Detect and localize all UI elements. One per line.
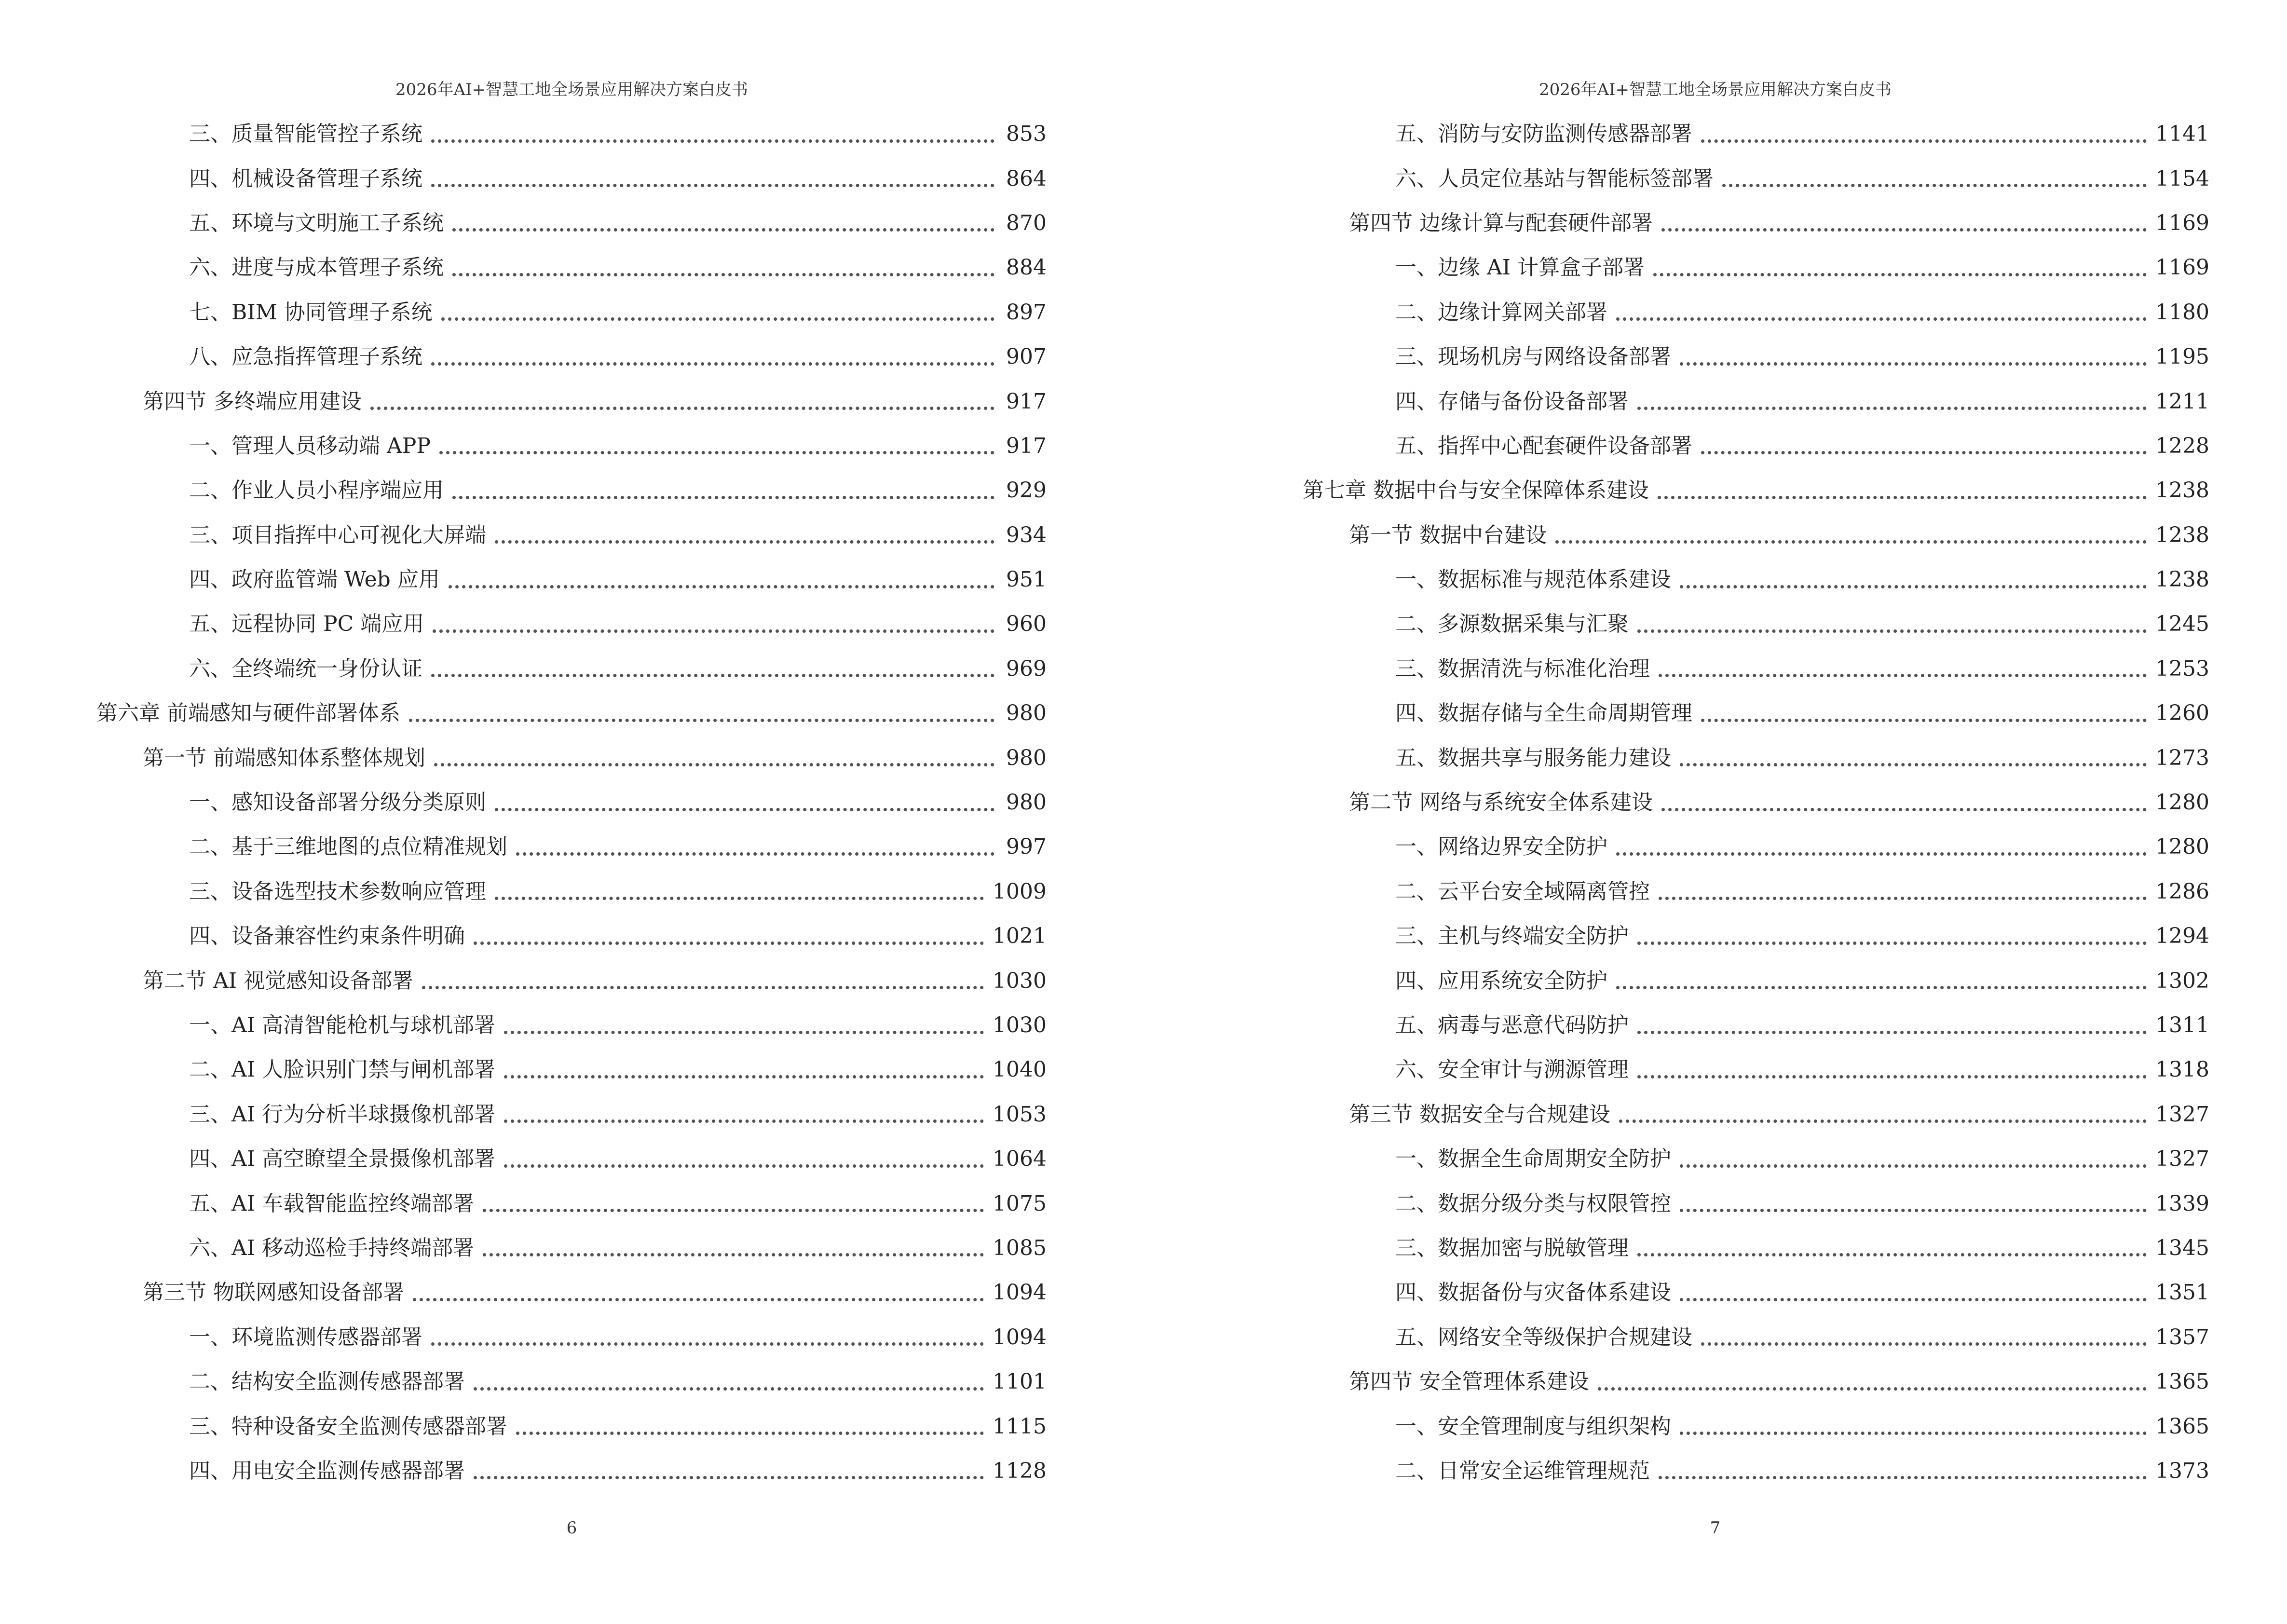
dot-leader: [1701, 1342, 2147, 1346]
toc-entry-page: 1009: [993, 879, 1047, 904]
toc-entry-title: 四、机械设备管理子系统: [189, 166, 422, 191]
toc-entry-title: 三、AI 行为分析半球摄像机部署: [189, 1102, 496, 1127]
toc-entry-title: 一、AI 高清智能枪机与球机部署: [189, 1013, 496, 1037]
toc-entry-page: 929: [1006, 478, 1047, 503]
page-number: 7: [1710, 1518, 1721, 1538]
toc-entry-title: 六、全终端统一身份认证: [189, 656, 422, 681]
dot-leader: [431, 362, 994, 366]
toc-item[interactable]: [96, 558, 1047, 602]
toc-entry-page: 1253: [2155, 656, 2209, 681]
toc-entry-page: 1169: [2155, 210, 2209, 235]
toc-entry-title: 六、进度与成本管理子系统: [189, 255, 444, 280]
toc-item[interactable]: [96, 156, 1047, 201]
toc-entry-page: 917: [1006, 433, 1047, 458]
dot-leader: [1637, 1031, 2147, 1034]
toc-item[interactable]: [1303, 736, 2209, 780]
toc-entry-title: 第二节 AI 视觉感知设备部署: [143, 968, 414, 993]
toc-entry-page: 1365: [2155, 1414, 2209, 1439]
toc-list: [1303, 112, 2209, 1493]
dot-leader: [1616, 852, 2147, 856]
toc-entry-page: 934: [1006, 522, 1047, 547]
toc-entry-page: 1273: [2155, 745, 2209, 770]
toc-item[interactable]: [96, 335, 1047, 379]
toc-entry-title: 二、数据分级分类与权限管控: [1395, 1191, 1671, 1216]
toc-entry-title: 四、存储与备份设备部署: [1395, 389, 1629, 414]
toc-entry-page: 1302: [2155, 968, 2209, 993]
dot-leader: [1680, 1209, 2147, 1212]
dot-leader: [1680, 1298, 2147, 1301]
toc-entry-title: 五、数据共享与服务能力建设: [1395, 745, 1671, 770]
dot-leader: [1701, 451, 2147, 454]
dot-leader: [1701, 719, 2147, 722]
toc-page-right: [1144, 0, 2287, 1624]
dot-leader: [431, 674, 994, 677]
dot-leader: [516, 852, 994, 856]
dot-leader: [1619, 1119, 2147, 1123]
toc-entry-page: 1085: [993, 1235, 1047, 1260]
running-header: 2026年AI+智慧工地全场景应用解决方案白皮书: [1539, 80, 1892, 99]
toc-item[interactable]: [1303, 1226, 2209, 1270]
toc-section[interactable]: [1303, 780, 2209, 825]
toc-entry-title: 一、环境监测传感器部署: [189, 1324, 422, 1350]
toc-entry-page: 1169: [2155, 255, 2209, 280]
toc-entry-title: 四、政府监管端 Web 应用: [189, 567, 440, 592]
toc-section[interactable]: [1303, 201, 2209, 246]
toc-item[interactable]: [1303, 1003, 2209, 1048]
toc-entry-page: 1238: [2155, 478, 2209, 503]
toc-entry-title: 七、BIM 协同管理子系统: [189, 300, 433, 325]
toc-entry-title: 三、特种设备安全监测传感器部署: [189, 1414, 507, 1439]
toc-item[interactable]: [96, 647, 1047, 691]
toc-entry-title: 二、日常安全运维管理规范: [1395, 1458, 1650, 1483]
dot-leader: [1653, 273, 2147, 276]
toc-entry-page: 864: [1006, 166, 1047, 191]
toc-entry-page: 980: [1006, 790, 1047, 815]
toc-entry-title: 六、安全审计与溯源管理: [1395, 1057, 1629, 1082]
toc-item[interactable]: [96, 1315, 1047, 1360]
toc-entry-title: 一、感知设备部署分级分类原则: [189, 790, 486, 815]
toc-item[interactable]: [96, 1226, 1047, 1270]
toc-entry-page: 1327: [2155, 1102, 2209, 1127]
toc-list: [96, 112, 1047, 1493]
dot-leader: [422, 986, 984, 989]
dot-leader: [1598, 1387, 2147, 1391]
toc-entry-page: 1365: [2155, 1369, 2209, 1394]
toc-section[interactable]: [1303, 1092, 2209, 1137]
toc-entry-page: 1075: [993, 1191, 1047, 1216]
toc-entry-title: 四、数据存储与全生命周期管理: [1395, 701, 1692, 726]
dot-leader: [1637, 629, 2147, 633]
toc-entry-title: 四、应用系统安全防护: [1395, 968, 1607, 993]
toc-item[interactable]: [1303, 1181, 2209, 1226]
toc-item[interactable]: [1303, 602, 2209, 646]
toc-entry-title: 三、设备选型技术参数响应管理: [189, 879, 486, 904]
toc-entry-title: 第一节 数据中台建设: [1349, 522, 1547, 547]
dot-leader: [433, 629, 994, 633]
toc-entry-title: 二、云平台安全域隔离管控: [1395, 879, 1650, 904]
toc-entry-title: 第四节 安全管理体系建设: [1349, 1369, 1589, 1394]
toc-item[interactable]: [1303, 691, 2209, 736]
dot-leader: [1637, 1075, 2147, 1078]
toc-item[interactable]: [96, 825, 1047, 869]
toc-entry-title: 三、主机与终端安全防护: [1395, 924, 1629, 949]
toc-entry-page: 907: [1006, 344, 1047, 369]
toc-item[interactable]: [1303, 335, 2209, 379]
toc-entry-title: 一、数据标准与规范体系建设: [1395, 567, 1671, 592]
dot-leader: [1701, 139, 2147, 143]
toc-entry-title: 五、AI 车载智能监控终端部署: [189, 1191, 475, 1216]
dot-leader: [1658, 496, 2147, 499]
toc-entry-title: 三、数据清洗与标准化治理: [1395, 656, 1650, 681]
dot-leader: [1680, 763, 2147, 766]
toc-entry-title: 一、网络边界安全防护: [1395, 834, 1607, 860]
dot-leader: [474, 1476, 984, 1479]
toc-item[interactable]: [96, 1048, 1047, 1092]
dot-leader: [1637, 407, 2147, 410]
dot-leader: [504, 1119, 984, 1123]
toc-item[interactable]: [96, 1449, 1047, 1493]
toc-entry-title: 第四节 多终端应用建设: [143, 389, 362, 414]
dot-leader: [431, 139, 994, 143]
toc-entry-title: 五、病毒与恶意代码防护: [1395, 1013, 1629, 1037]
toc-item[interactable]: [1303, 1449, 2209, 1493]
dot-leader: [1680, 1164, 2147, 1168]
toc-entry-title: 第一节 前端感知体系整体规划: [143, 745, 425, 770]
toc-entry-title: 第三节 物联网感知设备部署: [143, 1280, 404, 1305]
toc-entry-page: 1339: [2155, 1191, 2209, 1216]
toc-entry-title: 四、数据备份与灾备体系建设: [1395, 1280, 1671, 1305]
toc-entry-title: 二、AI 人脸识别门禁与闸机部署: [189, 1057, 496, 1082]
toc-item[interactable]: [96, 246, 1047, 290]
toc-entry-page: 1115: [993, 1414, 1047, 1439]
toc-item[interactable]: [1303, 1404, 2209, 1448]
toc-entry-title: 六、AI 移动巡检手持终端部署: [189, 1235, 475, 1260]
toc-entry-page: 1211: [2155, 389, 2209, 414]
dot-leader: [1661, 228, 2147, 232]
toc-item[interactable]: [96, 1181, 1047, 1226]
dot-leader: [452, 228, 994, 232]
dot-leader: [452, 496, 994, 499]
toc-entry-page: 1345: [2155, 1235, 2209, 1260]
toc-entry-page: 1040: [993, 1057, 1047, 1082]
dot-leader: [474, 1387, 984, 1391]
toc-item[interactable]: [1303, 156, 2209, 201]
toc-entry-page: 1094: [993, 1280, 1047, 1305]
toc-entry-page: 1128: [993, 1458, 1047, 1483]
toc-item[interactable]: [96, 1404, 1047, 1448]
toc-item[interactable]: [96, 112, 1047, 156]
toc-entry-page: 980: [1006, 701, 1047, 726]
dot-leader: [1680, 585, 2147, 588]
toc-item[interactable]: [1303, 647, 2209, 691]
dot-leader: [504, 1075, 984, 1078]
dot-leader: [449, 585, 994, 588]
toc-item[interactable]: [1303, 1137, 2209, 1181]
toc-entry-page: 1141: [2155, 122, 2209, 147]
dot-leader: [483, 1253, 984, 1256]
dot-leader: [1637, 942, 2147, 945]
dot-leader: [495, 540, 994, 544]
toc-entry-title: 一、数据全生命周期安全防护: [1395, 1146, 1671, 1172]
dot-leader: [495, 897, 984, 900]
toc-item[interactable]: [1303, 558, 2209, 602]
dot-leader: [370, 407, 994, 410]
toc-entry-title: 一、边缘 AI 计算盒子部署: [1395, 255, 1645, 280]
toc-entry-page: 997: [1006, 834, 1047, 860]
toc-item[interactable]: [96, 870, 1047, 914]
toc-item[interactable]: [96, 602, 1047, 646]
toc-entry-title: 三、项目指挥中心可视化大屏端: [189, 522, 486, 547]
toc-entry-title: 五、指挥中心配套硬件设备部署: [1395, 433, 1692, 458]
toc-item[interactable]: [1303, 379, 2209, 423]
toc-entry-title: 四、AI 高空瞭望全景摄像机部署: [189, 1146, 496, 1172]
toc-entry-title: 第六章 前端感知与硬件部署体系: [96, 701, 400, 726]
toc-item[interactable]: [1303, 914, 2209, 958]
toc-entry-page: 1294: [2155, 924, 2209, 949]
toc-entry-page: 853: [1006, 122, 1047, 147]
toc-entry-title: 五、网络安全等级保护合规建设: [1395, 1324, 1692, 1350]
toc-entry-page: 1228: [2155, 433, 2209, 458]
dot-leader: [1616, 317, 2147, 321]
toc-entry-page: 980: [1006, 745, 1047, 770]
toc-entry-page: 870: [1006, 210, 1047, 235]
toc-item[interactable]: [96, 424, 1047, 468]
toc-entry-title: 第四节 边缘计算与配套硬件部署: [1349, 210, 1653, 235]
toc-entry-page: 1311: [2155, 1013, 2209, 1037]
toc-entry-title: 三、数据加密与脱敏管理: [1395, 1235, 1629, 1260]
toc-item[interactable]: [1303, 424, 2209, 468]
toc-item[interactable]: [96, 1360, 1047, 1404]
dot-leader: [504, 1164, 984, 1168]
toc-entry-page: 1357: [2155, 1324, 2209, 1350]
toc-entry-title: 三、质量智能管控子系统: [189, 122, 422, 147]
toc-entry-page: 917: [1006, 389, 1047, 414]
dot-leader: [1722, 184, 2147, 187]
toc-item[interactable]: [96, 1137, 1047, 1181]
toc-entry-title: 二、多源数据采集与汇聚: [1395, 612, 1629, 637]
dot-leader: [439, 451, 994, 454]
toc-section[interactable]: [96, 1270, 1047, 1315]
dot-leader: [1659, 674, 2147, 677]
toc-item[interactable]: [1303, 825, 2209, 869]
toc-item[interactable]: [96, 914, 1047, 958]
toc-item[interactable]: [96, 513, 1047, 558]
toc-entry-title: 六、人员定位基站与智能标签部署: [1395, 166, 1714, 191]
dot-leader: [413, 1298, 984, 1301]
toc-entry-title: 第七章 数据中台与安全保障体系建设: [1303, 478, 1649, 503]
toc-entry-title: 二、结构安全监测传感器部署: [189, 1369, 465, 1394]
toc-item[interactable]: [96, 780, 1047, 825]
dot-leader: [483, 1209, 984, 1212]
dot-leader: [1659, 897, 2147, 900]
toc-entry-page: 1053: [993, 1102, 1047, 1127]
toc-section[interactable]: [1303, 513, 2209, 558]
dot-leader: [1680, 1432, 2147, 1435]
toc-entry-title: 四、用电安全监测传感器部署: [189, 1458, 465, 1483]
toc-entry-page: 951: [1006, 567, 1047, 592]
dot-leader: [1680, 362, 2147, 366]
toc-entry-page: 1030: [993, 1013, 1047, 1037]
toc-entry-title: 五、环境与文明施工子系统: [189, 210, 444, 235]
toc-entry-page: 1260: [2155, 701, 2209, 726]
toc-entry-title: 八、应急指挥管理子系统: [189, 344, 422, 369]
toc-entry-page: 1154: [2155, 166, 2209, 191]
toc-entry-title: 第二节 网络与系统安全体系建设: [1349, 790, 1653, 815]
toc-item[interactable]: [96, 1092, 1047, 1137]
toc-entry-page: 897: [1006, 300, 1047, 325]
toc-item[interactable]: [96, 290, 1047, 335]
toc-entry-page: 1064: [993, 1146, 1047, 1172]
dot-leader: [452, 273, 994, 276]
dot-leader: [1659, 1476, 2147, 1479]
toc-item[interactable]: [1303, 246, 2209, 290]
toc-section[interactable]: [1303, 1360, 2209, 1404]
running-header: 2026年AI+智慧工地全场景应用解决方案白皮书: [395, 80, 748, 99]
dot-leader: [1637, 1253, 2147, 1256]
toc-item[interactable]: [1303, 958, 2209, 1003]
toc-entry-page: 1245: [2155, 612, 2209, 637]
dot-leader: [441, 317, 994, 321]
toc-entry-page: 1180: [2155, 300, 2209, 325]
toc-entry-page: 884: [1006, 255, 1047, 280]
toc-item[interactable]: [1303, 870, 2209, 914]
dot-leader: [431, 184, 994, 187]
toc-item[interactable]: [1303, 1048, 2209, 1092]
toc-entry-page: 1101: [993, 1369, 1047, 1394]
dot-leader: [504, 1031, 984, 1034]
dot-leader: [1661, 808, 2147, 811]
toc-item[interactable]: [96, 468, 1047, 513]
toc-entry-title: 三、现场机房与网络设备部署: [1395, 344, 1671, 369]
dot-leader: [495, 808, 994, 811]
toc-entry-page: 969: [1006, 656, 1047, 681]
toc-entry-page: 1318: [2155, 1057, 2209, 1082]
toc-entry-title: 二、基于三维地图的点位精准规划: [189, 834, 507, 860]
toc-entry-page: 1286: [2155, 879, 2209, 904]
toc-section[interactable]: [96, 958, 1047, 1003]
toc-entry-page: 1238: [2155, 567, 2209, 592]
toc-entry-title: 二、作业人员小程序端应用: [189, 478, 444, 503]
toc-entry-page: 960: [1006, 612, 1047, 637]
toc-item[interactable]: [96, 1003, 1047, 1048]
dot-leader: [409, 719, 994, 722]
dot-leader: [1555, 540, 2147, 544]
toc-item[interactable]: [96, 201, 1047, 246]
toc-entry-page: 1280: [2155, 790, 2209, 815]
toc-entry-title: 一、安全管理制度与组织架构: [1395, 1414, 1671, 1439]
toc-entry-page: 1351: [2155, 1280, 2209, 1305]
toc-item[interactable]: [1303, 1315, 2209, 1360]
toc-entry-page: 1327: [2155, 1146, 2209, 1172]
toc-entry-title: 五、消防与安防监测传感器部署: [1395, 122, 1692, 147]
page-number: 6: [566, 1518, 577, 1538]
toc-chapter[interactable]: [96, 691, 1047, 736]
toc-entry-page: 1094: [993, 1324, 1047, 1350]
toc-item[interactable]: [1303, 290, 2209, 335]
toc-entry-title: 二、边缘计算网关部署: [1395, 300, 1607, 325]
toc-entry-page: 1373: [2155, 1458, 2209, 1483]
dot-leader: [474, 942, 984, 945]
toc-section[interactable]: [96, 379, 1047, 423]
toc-entry-title: 第三节 数据安全与合规建设: [1349, 1102, 1610, 1127]
toc-entry-page: 1238: [2155, 522, 2209, 547]
toc-chapter[interactable]: [1303, 468, 2209, 513]
toc-entry-title: 一、管理人员移动端 APP: [189, 433, 431, 458]
toc-entry-title: 四、设备兼容性约束条件明确: [189, 924, 465, 949]
toc-section[interactable]: [96, 736, 1047, 780]
toc-entry-page: 1280: [2155, 834, 2209, 860]
toc-item[interactable]: [1303, 112, 2209, 156]
toc-entry-page: 1030: [993, 968, 1047, 993]
dot-leader: [1616, 986, 2147, 989]
toc-entry-page: 1195: [2155, 344, 2209, 369]
toc-entry-page: 1021: [993, 924, 1047, 949]
toc-entry-title: 五、远程协同 PC 端应用: [189, 612, 424, 637]
dot-leader: [434, 763, 994, 766]
dot-leader: [431, 1342, 984, 1346]
dot-leader: [516, 1432, 984, 1435]
toc-item[interactable]: [1303, 1270, 2209, 1315]
